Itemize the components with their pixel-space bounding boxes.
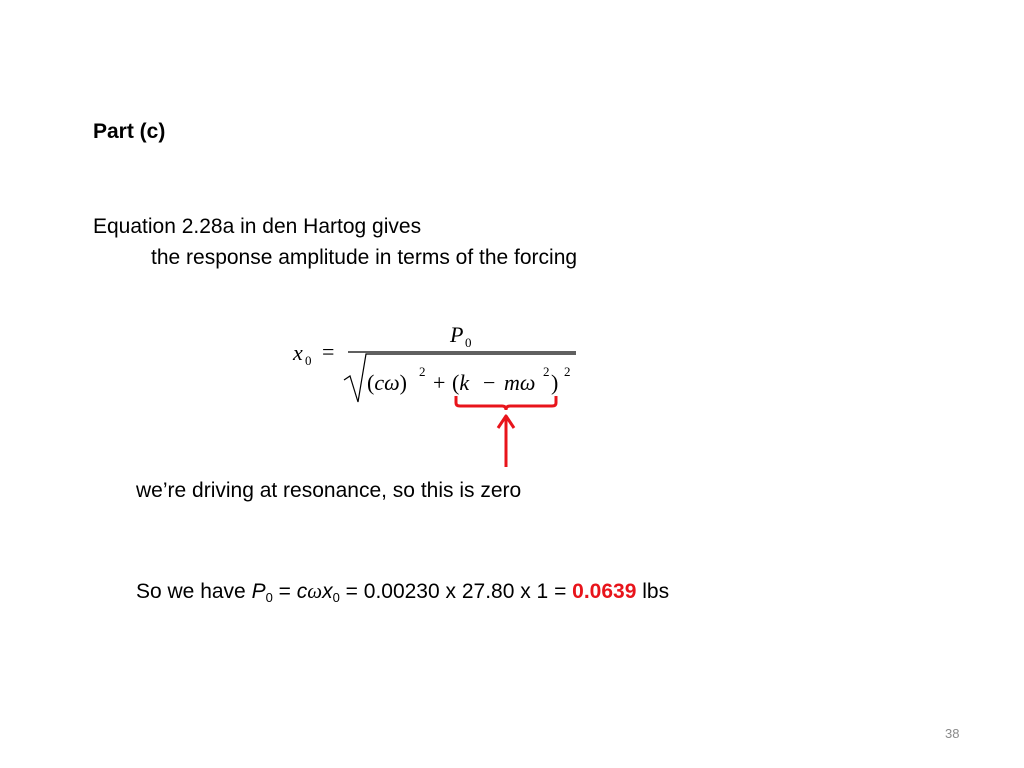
resonance-annotation: we’re driving at resonance, so this is zero [136,479,522,502]
result-P-subscript: 0 [265,590,273,605]
slide-heading: Part (c) [93,120,166,143]
result-x-subscript: 0 [332,590,340,605]
formula-exponent-inner: 2 [543,364,550,379]
result-calculation: = 0.00230 x 27.80 x 1 = [339,580,573,603]
formula-minus: − [483,370,496,395]
page-number: 38 [945,726,960,741]
result-prefix: So we have [136,580,252,603]
formula-lhs-subscript: 0 [305,353,312,368]
formula-term-1: (cω) [367,370,407,395]
formula-lhs: x [293,340,303,365]
result-value: 0.0639 [572,580,637,603]
formula-term-2-open: (k [452,370,470,395]
formula-equals: = [322,339,335,364]
result-line [136,579,669,604]
formula-plus: + [433,370,446,395]
response-amplitude-formula [280,310,590,470]
intro-line-2: the response amplitude in terms of the forcing [151,246,578,269]
formula-term-2-close: ) [551,370,559,395]
formula-numerator: P [450,322,464,347]
red-bracket [456,396,556,410]
result-equals: = [272,580,297,603]
result-unit: lbs [636,580,670,603]
formula-numerator-subscript: 0 [465,335,472,350]
result-omega: ω [307,579,323,603]
formula-m-omega: mω [504,370,536,395]
result-x: x [322,580,333,603]
result-c: c [296,580,308,603]
formula-exponent-1: 2 [419,364,426,379]
intro-line-1: Equation 2.28a in den Hartog gives [93,215,422,238]
formula-exponent-2: 2 [564,364,571,379]
result-P: P [251,580,266,603]
